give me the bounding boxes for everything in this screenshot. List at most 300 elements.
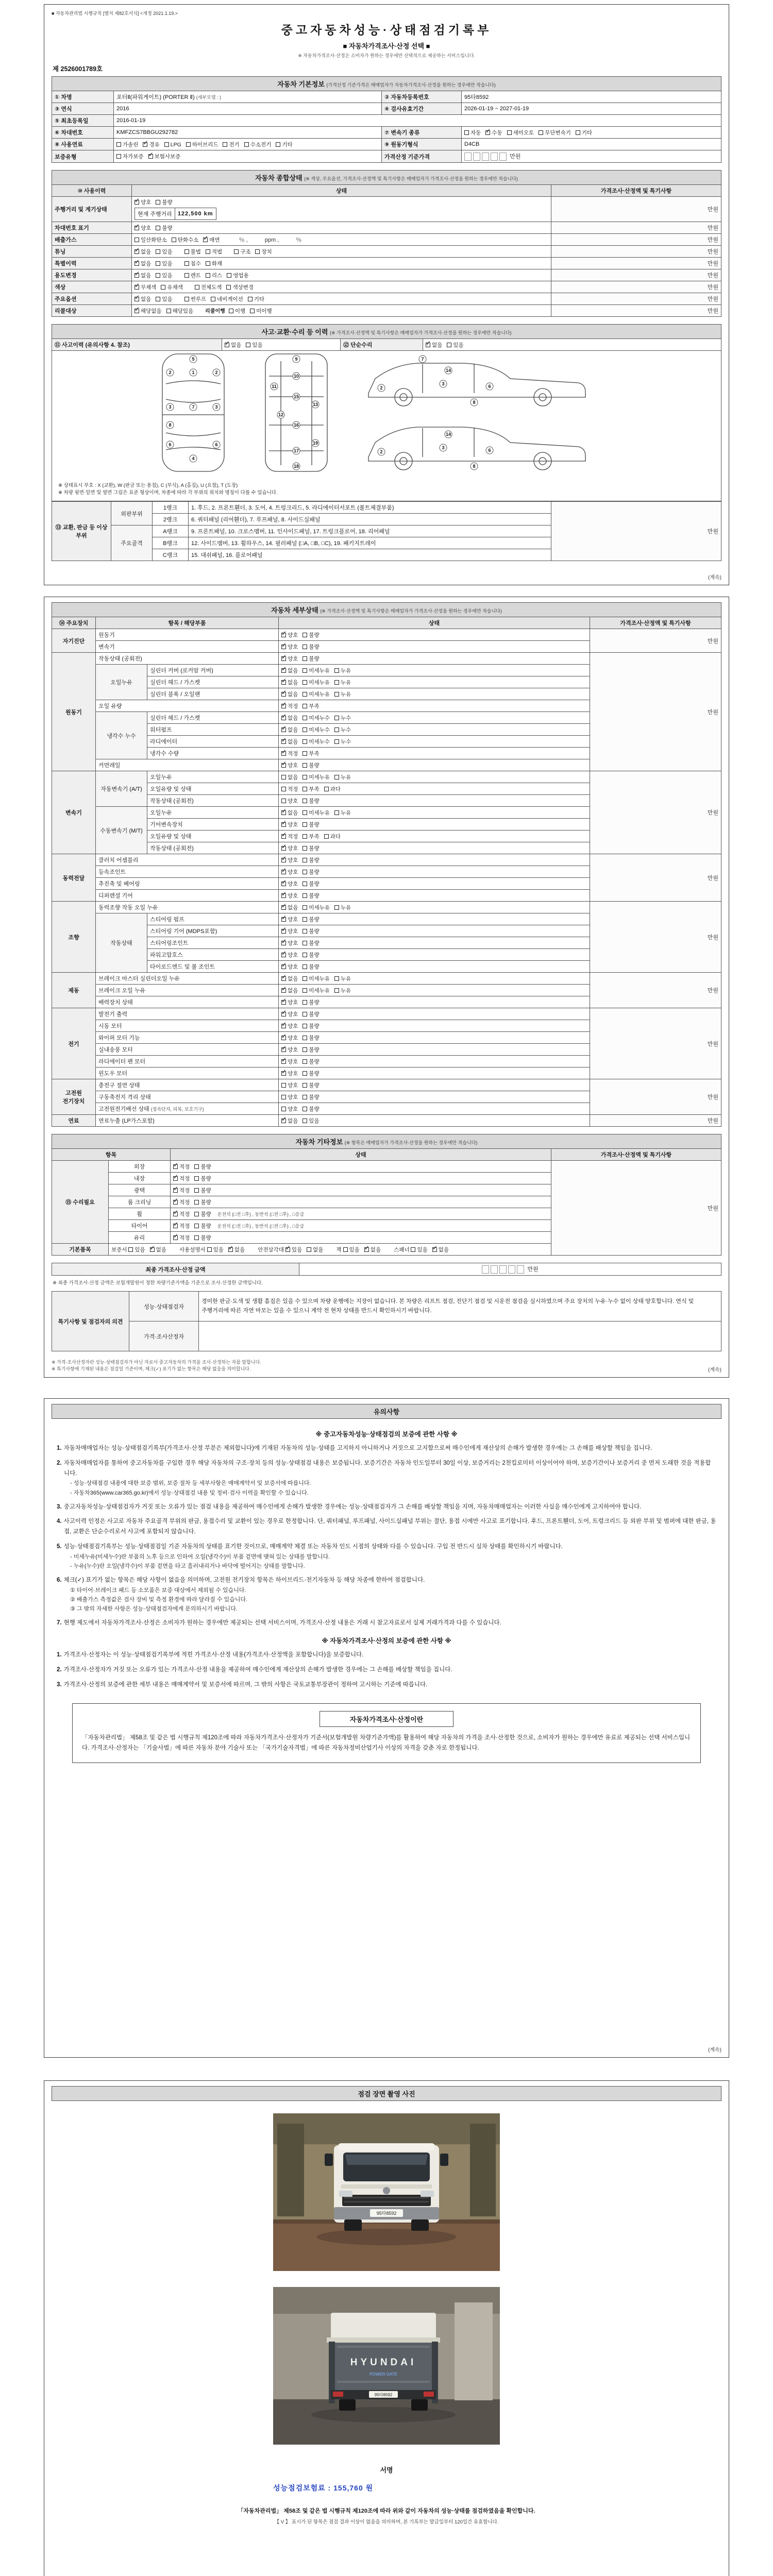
checkbox[interactable]	[303, 775, 307, 779]
checkbox-option[interactable]: 불량	[303, 655, 319, 663]
checkbox[interactable]	[173, 1224, 178, 1228]
checkbox[interactable]	[281, 917, 286, 922]
checkbox-option[interactable]: 부족	[303, 785, 319, 793]
checkbox-option[interactable]: ✓ 양호	[281, 761, 298, 769]
checkbox[interactable]	[303, 1083, 307, 1088]
checkbox-option[interactable]: 불량	[156, 198, 172, 206]
checkbox[interactable]	[184, 297, 189, 301]
checkbox[interactable]	[248, 297, 253, 301]
checkbox-option[interactable]: 미세누유	[303, 690, 330, 698]
checkbox[interactable]	[303, 633, 307, 637]
checkbox[interactable]	[303, 893, 307, 898]
checkbox[interactable]	[507, 130, 512, 135]
checkbox-option[interactable]: 양호	[281, 797, 298, 805]
checkbox-option[interactable]: 유채색	[161, 283, 182, 291]
checkbox[interactable]	[281, 727, 286, 732]
checkbox-option[interactable]: 없음	[281, 773, 298, 781]
checkbox[interactable]	[281, 1118, 286, 1123]
checkbox-option[interactable]: ✓ 적정	[173, 1175, 190, 1182]
checkbox-option[interactable]: 없음	[307, 1246, 323, 1253]
checkbox-option[interactable]: 불량	[303, 880, 319, 888]
checkbox[interactable]	[334, 976, 339, 981]
checkbox-option[interactable]: 자가보증	[116, 152, 144, 160]
checkbox[interactable]	[303, 858, 307, 862]
checkbox-option[interactable]: ✓ 없음	[228, 1246, 245, 1253]
checkbox[interactable]	[281, 645, 286, 649]
checkbox-option[interactable]: ✓ 보험사보증	[148, 152, 181, 160]
checkbox[interactable]	[334, 716, 339, 720]
checkbox[interactable]	[203, 238, 208, 242]
checkbox-option[interactable]: 누수	[334, 738, 351, 745]
checkbox-option[interactable]: 장치	[255, 248, 272, 256]
checkbox-option[interactable]: 기타	[576, 129, 592, 137]
checkbox-option[interactable]: 자동	[464, 129, 481, 137]
checkbox-option[interactable]: ✓ 양호	[281, 1034, 298, 1042]
checkbox[interactable]	[161, 285, 165, 290]
checkbox[interactable]	[206, 261, 210, 266]
checkbox[interactable]	[116, 142, 121, 147]
checkbox[interactable]	[184, 273, 189, 278]
checkbox-option[interactable]: 불량	[303, 1058, 319, 1065]
checkbox-option[interactable]: 과다	[324, 833, 341, 840]
checkbox[interactable]	[194, 1212, 199, 1216]
checkbox-option[interactable]: ✓ 적정	[173, 1234, 190, 1242]
checkbox[interactable]	[334, 988, 339, 993]
checkbox[interactable]	[173, 1164, 178, 1169]
checkbox[interactable]	[303, 787, 307, 791]
checkbox[interactable]	[334, 905, 339, 910]
checkbox[interactable]	[143, 142, 147, 147]
checkbox[interactable]	[303, 1024, 307, 1028]
checkbox-option[interactable]: 있음	[156, 272, 172, 279]
checkbox[interactable]	[281, 633, 286, 637]
checkbox-option[interactable]: 불량	[303, 892, 319, 900]
checkbox-option[interactable]: ✓ 양호	[281, 1070, 298, 1077]
checkbox-option[interactable]: 불량	[303, 1093, 319, 1101]
checkbox-option[interactable]: LPG	[164, 142, 181, 148]
checkbox[interactable]	[303, 763, 307, 768]
checkbox-option[interactable]: 불량	[303, 927, 319, 935]
checkbox-option[interactable]: ✓ 양호	[281, 643, 298, 651]
checkbox[interactable]	[303, 917, 307, 922]
checkbox[interactable]	[281, 763, 286, 768]
checkbox-option[interactable]: ✓ 양호	[281, 844, 298, 852]
checkbox[interactable]	[164, 142, 169, 147]
checkbox[interactable]	[303, 727, 307, 732]
checkbox-option[interactable]: 불량	[303, 916, 319, 923]
checkbox-option[interactable]: ✓ 매연	[203, 236, 220, 244]
checkbox[interactable]	[135, 261, 139, 266]
checkbox[interactable]	[303, 704, 307, 708]
checkbox[interactable]	[303, 988, 307, 993]
checkbox[interactable]	[303, 810, 307, 815]
checkbox-option[interactable]: 부족	[303, 702, 319, 710]
checkbox-option[interactable]: 가솔린	[116, 141, 138, 148]
checkbox-option[interactable]: 하이브리드	[186, 141, 219, 148]
checkbox[interactable]	[184, 249, 189, 254]
checkbox[interactable]	[228, 1247, 233, 1252]
checkbox-option[interactable]: ✓ 양호	[281, 963, 298, 971]
checkbox-option[interactable]: 불량	[194, 1163, 211, 1171]
checkbox-option[interactable]: 미세누유	[303, 809, 330, 817]
checkbox[interactable]	[250, 309, 255, 313]
checkbox[interactable]	[281, 775, 286, 779]
checkbox-option[interactable]: ✓ 해당없음	[135, 307, 162, 315]
checkbox-option[interactable]: 부족	[303, 750, 319, 757]
checkbox-option[interactable]: 영업용	[227, 272, 248, 279]
checkbox-option[interactable]: ✓ 양호	[281, 1022, 298, 1030]
checkbox-option[interactable]: ✓ 적정	[173, 1222, 190, 1230]
checkbox[interactable]	[135, 249, 139, 254]
checkbox-option[interactable]: 미세누유	[303, 975, 330, 982]
checkbox-option[interactable]: ✓ 없음	[150, 1246, 166, 1253]
checkbox[interactable]	[281, 858, 286, 862]
checkbox[interactable]	[324, 834, 329, 839]
checkbox[interactable]	[281, 704, 286, 708]
checkbox-option[interactable]: ✓ 없음	[135, 295, 151, 303]
checkbox[interactable]	[281, 751, 286, 756]
checkbox[interactable]	[186, 142, 191, 147]
checkbox-option[interactable]: ✓ 없음	[432, 1246, 449, 1253]
checkbox-option[interactable]: 누유	[334, 809, 351, 817]
checkbox-option[interactable]: ✓ 없음	[281, 714, 298, 722]
checkbox-option[interactable]: 누유	[334, 773, 351, 781]
checkbox-option[interactable]: ✓ 적정	[281, 750, 298, 757]
checkbox[interactable]	[281, 680, 286, 685]
checkbox-option[interactable]: ✓ 없음	[281, 975, 298, 982]
checkbox[interactable]	[303, 976, 307, 981]
checkbox[interactable]	[303, 1118, 307, 1123]
checkbox[interactable]	[334, 727, 339, 732]
checkbox-option[interactable]: 누유	[334, 904, 351, 911]
checkbox[interactable]	[303, 882, 307, 886]
checkbox-option[interactable]: 미세누유	[303, 987, 330, 994]
checkbox[interactable]	[281, 846, 286, 851]
checkbox[interactable]	[576, 130, 580, 135]
checkbox[interactable]	[281, 716, 286, 720]
checkbox-option[interactable]: ✓ 적정	[281, 702, 298, 710]
checkbox[interactable]	[156, 200, 160, 205]
checkbox[interactable]	[281, 1047, 286, 1052]
checkbox[interactable]	[276, 142, 280, 147]
checkbox[interactable]	[303, 716, 307, 720]
checkbox[interactable]	[281, 799, 286, 803]
checkbox-option[interactable]: 있음	[156, 295, 172, 303]
checkbox-option[interactable]: 불량	[194, 1198, 211, 1206]
checkbox[interactable]	[464, 130, 469, 135]
checkbox-option[interactable]: 양호	[281, 1093, 298, 1101]
checkbox[interactable]	[135, 297, 139, 301]
checkbox-option[interactable]: 일산화탄소	[135, 236, 167, 244]
checkbox[interactable]	[225, 343, 229, 347]
checkbox[interactable]	[116, 154, 121, 159]
checkbox[interactable]	[195, 285, 199, 290]
checkbox[interactable]	[166, 309, 171, 313]
checkbox[interactable]	[303, 668, 307, 673]
checkbox[interactable]	[281, 739, 286, 744]
checkbox[interactable]	[234, 249, 239, 254]
checkbox[interactable]	[206, 273, 210, 278]
checkbox-option[interactable]: 있음	[447, 341, 463, 349]
checkbox[interactable]	[426, 343, 430, 347]
checkbox-option[interactable]: ✓ 양호	[281, 1046, 298, 1054]
checkbox-option[interactable]: 불량	[303, 1034, 319, 1042]
checkbox[interactable]	[281, 834, 286, 839]
checkbox-option[interactable]: 불량	[303, 1022, 319, 1030]
checkbox[interactable]	[281, 1000, 286, 1005]
checkbox-option[interactable]: 미세누유	[303, 679, 330, 686]
checkbox[interactable]	[303, 680, 307, 685]
checkbox[interactable]	[334, 810, 339, 815]
checkbox-option[interactable]: 불법	[184, 248, 201, 256]
checkbox-option[interactable]: 기타	[276, 141, 292, 148]
checkbox-option[interactable]: 불량	[194, 1222, 211, 1230]
checkbox[interactable]	[135, 309, 139, 313]
checkbox[interactable]	[207, 1247, 212, 1252]
checkbox-option[interactable]: 누유	[334, 987, 351, 994]
checkbox-option[interactable]: ✓ 적정	[173, 1187, 190, 1194]
checkbox[interactable]	[281, 656, 286, 661]
checkbox[interactable]	[135, 285, 139, 290]
checkbox-option[interactable]: ✓ 없음	[281, 904, 298, 911]
checkbox-option[interactable]: ✓ 적정	[281, 833, 298, 840]
checkbox[interactable]	[303, 692, 307, 697]
checkbox[interactable]	[303, 1000, 307, 1005]
checkbox[interactable]	[303, 929, 307, 934]
checkbox[interactable]	[281, 882, 286, 886]
checkbox-option[interactable]: ✓ 양호	[281, 856, 298, 864]
checkbox-option[interactable]: 탄화수소	[172, 236, 199, 244]
checkbox-option[interactable]: 과다	[324, 785, 341, 793]
checkbox[interactable]	[285, 1247, 290, 1252]
checkbox-option[interactable]: ✓양호	[135, 198, 151, 206]
checkbox[interactable]	[343, 1247, 348, 1252]
checkbox-option[interactable]: ✓ 양호	[281, 998, 298, 1006]
checkbox-option[interactable]: ✓ 없음	[281, 809, 298, 817]
checkbox-option[interactable]: 양호	[281, 1081, 298, 1089]
checkbox-option[interactable]: 불량	[303, 631, 319, 639]
checkbox[interactable]	[211, 297, 215, 301]
checkbox-option[interactable]: 화재	[206, 260, 222, 267]
checkbox[interactable]	[194, 1235, 199, 1240]
checkbox-option[interactable]: 불량	[303, 1105, 319, 1113]
checkbox[interactable]	[255, 249, 260, 254]
checkbox[interactable]	[281, 1036, 286, 1040]
checkbox-option[interactable]: 불량	[156, 224, 172, 232]
checkbox[interactable]	[194, 1164, 199, 1169]
checkbox-option[interactable]: 있음	[246, 341, 262, 349]
checkbox[interactable]	[135, 226, 139, 230]
checkbox-option[interactable]: 불량	[303, 844, 319, 852]
checkbox-option[interactable]: ✓ 없음	[281, 667, 298, 674]
checkbox-option[interactable]: ✓ 없음	[281, 726, 298, 734]
checkbox-option[interactable]: 누유	[334, 690, 351, 698]
checkbox[interactable]	[281, 822, 286, 827]
checkbox-option[interactable]: 이행	[229, 307, 245, 315]
checkbox[interactable]	[303, 1107, 307, 1111]
checkbox[interactable]	[303, 1059, 307, 1064]
checkbox[interactable]	[303, 645, 307, 649]
checkbox-option[interactable]: ✓ 무채색	[135, 283, 156, 291]
checkbox[interactable]	[172, 238, 176, 242]
checkbox[interactable]	[303, 1036, 307, 1040]
checkbox-option[interactable]: 불량	[303, 856, 319, 864]
checkbox[interactable]	[303, 870, 307, 874]
checkbox-option[interactable]: 썬루프	[184, 295, 206, 303]
checkbox[interactable]	[156, 273, 160, 278]
checkbox[interactable]	[303, 941, 307, 945]
checkbox[interactable]	[364, 1247, 369, 1252]
checkbox-option[interactable]: ✓ 적정	[173, 1163, 190, 1171]
checkbox[interactable]	[303, 799, 307, 803]
checkbox-option[interactable]: ✓ 양호	[281, 939, 298, 947]
checkbox-option[interactable]: 불량	[303, 1070, 319, 1077]
checkbox-option[interactable]: 있음	[411, 1246, 427, 1253]
checkbox[interactable]	[194, 1200, 199, 1205]
checkbox[interactable]	[135, 273, 139, 278]
checkbox-option[interactable]: ✓ 양호	[281, 927, 298, 935]
checkbox-option[interactable]: 불량	[303, 1010, 319, 1018]
checkbox-option[interactable]: ✓ 없음	[281, 738, 298, 745]
checkbox-option[interactable]: ✓ 양호	[281, 868, 298, 876]
checkbox[interactable]	[135, 200, 139, 205]
checkbox[interactable]	[303, 1071, 307, 1076]
checkbox[interactable]	[244, 142, 249, 147]
checkbox[interactable]	[334, 775, 339, 779]
checkbox-option[interactable]: 불량	[303, 998, 319, 1006]
checkbox-option[interactable]: 미세누수	[303, 738, 330, 745]
checkbox-option[interactable]: 미세누유	[303, 904, 330, 911]
checkbox-option[interactable]: 불량	[194, 1187, 211, 1194]
checkbox[interactable]	[184, 261, 189, 266]
checkbox[interactable]	[303, 1095, 307, 1099]
checkbox-option[interactable]: 불량	[303, 821, 319, 828]
checkbox[interactable]	[303, 953, 307, 957]
checkbox[interactable]	[150, 1247, 155, 1252]
checkbox[interactable]	[173, 1176, 178, 1181]
checkbox[interactable]	[281, 964, 286, 969]
checkbox-option[interactable]: 누유	[334, 679, 351, 686]
checkbox[interactable]	[281, 692, 286, 697]
checkbox-option[interactable]: ✓ 없음	[225, 341, 241, 349]
checkbox[interactable]	[303, 822, 307, 827]
checkbox-option[interactable]: ✓ 양호	[281, 951, 298, 959]
checkbox[interactable]	[229, 309, 233, 313]
checkbox[interactable]	[281, 1012, 286, 1016]
checkbox[interactable]	[173, 1200, 178, 1205]
checkbox-option[interactable]: 누수	[334, 726, 351, 734]
checkbox-option[interactable]: 불량	[303, 868, 319, 876]
checkbox-option[interactable]: 적정	[281, 785, 298, 793]
checkbox[interactable]	[432, 1247, 437, 1252]
checkbox-option[interactable]: 전체도색	[195, 283, 222, 291]
checkbox-option[interactable]: 네비게이션	[211, 295, 243, 303]
checkbox[interactable]	[324, 787, 329, 791]
checkbox-option[interactable]: ✓ 없음	[281, 987, 298, 994]
checkbox-option[interactable]: 불량	[303, 761, 319, 769]
checkbox[interactable]	[281, 870, 286, 874]
checkbox-option[interactable]: 해당있음	[166, 307, 194, 315]
checkbox-option[interactable]: ✓ 양호	[281, 631, 298, 639]
checkbox[interactable]	[281, 893, 286, 898]
checkbox-option[interactable]: 미세누수	[303, 714, 330, 722]
checkbox[interactable]	[303, 905, 307, 910]
checkbox-option[interactable]: ✓ 양호	[281, 821, 298, 828]
checkbox-option[interactable]: 불량	[194, 1175, 211, 1182]
checkbox[interactable]	[411, 1247, 415, 1252]
checkbox-option[interactable]: 불량	[303, 643, 319, 651]
checkbox[interactable]	[334, 739, 339, 744]
checkbox-option[interactable]: 양호	[281, 1105, 298, 1113]
checkbox[interactable]	[281, 1107, 286, 1111]
checkbox-option[interactable]: ✓ 경유	[143, 141, 159, 148]
checkbox[interactable]	[281, 929, 286, 934]
checkbox[interactable]	[156, 261, 160, 266]
checkbox-option[interactable]: 색상변경	[226, 283, 254, 291]
checkbox[interactable]	[485, 130, 490, 135]
checkbox-option[interactable]: 미세누수	[303, 726, 330, 734]
checkbox-option[interactable]: ✓ 양호	[281, 1010, 298, 1018]
checkbox[interactable]	[539, 130, 543, 135]
checkbox[interactable]	[227, 273, 231, 278]
checkbox-option[interactable]: ✓ 양호	[281, 916, 298, 923]
checkbox-option[interactable]: ✓ 양호	[135, 224, 151, 232]
checkbox-option[interactable]: ✓ 적정	[173, 1210, 190, 1218]
checkbox[interactable]	[194, 1224, 199, 1228]
checkbox-option[interactable]: 세미오토	[507, 129, 534, 137]
checkbox[interactable]	[226, 285, 231, 290]
checkbox[interactable]	[303, 656, 307, 661]
checkbox-option[interactable]: 미세누유	[303, 667, 330, 674]
checkbox[interactable]	[173, 1188, 178, 1193]
checkbox[interactable]	[281, 1071, 286, 1076]
checkbox[interactable]	[281, 1059, 286, 1064]
checkbox[interactable]	[281, 988, 286, 993]
checkbox[interactable]	[223, 142, 227, 147]
checkbox[interactable]	[281, 941, 286, 945]
checkbox[interactable]	[128, 1247, 133, 1252]
checkbox-option[interactable]: ✓ 없음	[364, 1246, 381, 1253]
checkbox[interactable]	[206, 249, 210, 254]
checkbox[interactable]	[303, 834, 307, 839]
checkbox-option[interactable]: ✓ 적정	[173, 1198, 190, 1206]
checkbox[interactable]	[281, 1024, 286, 1028]
checkbox-option[interactable]: 누유	[334, 975, 351, 982]
checkbox-option[interactable]: ✓ 없음	[135, 272, 151, 279]
checkbox-option[interactable]: 미세누유	[303, 773, 330, 781]
checkbox-option[interactable]: ✓ 없음	[135, 260, 151, 267]
checkbox[interactable]	[194, 1176, 199, 1181]
checkbox-option[interactable]: ✓ 없음	[281, 1117, 298, 1125]
checkbox[interactable]	[281, 1083, 286, 1088]
checkbox-option[interactable]: ✓ 양호	[281, 880, 298, 888]
checkbox-option[interactable]: ✓ 있음	[285, 1246, 302, 1253]
checkbox-option[interactable]: 부족	[303, 833, 319, 840]
checkbox-option[interactable]: 누수	[334, 714, 351, 722]
checkbox[interactable]	[303, 846, 307, 851]
checkbox[interactable]	[307, 1247, 311, 1252]
checkbox[interactable]	[173, 1212, 178, 1216]
checkbox[interactable]	[303, 751, 307, 756]
checkbox-option[interactable]: ✓ 없음	[135, 248, 151, 256]
checkbox-option[interactable]: 미이행	[250, 307, 272, 315]
checkbox[interactable]	[156, 226, 160, 230]
checkbox-option[interactable]: 있음	[156, 248, 172, 256]
checkbox-option[interactable]: 수소전기	[244, 141, 272, 148]
checkbox-option[interactable]: 불량	[303, 963, 319, 971]
checkbox-option[interactable]: 불량	[303, 797, 319, 805]
checkbox-option[interactable]: 적법	[206, 248, 222, 256]
